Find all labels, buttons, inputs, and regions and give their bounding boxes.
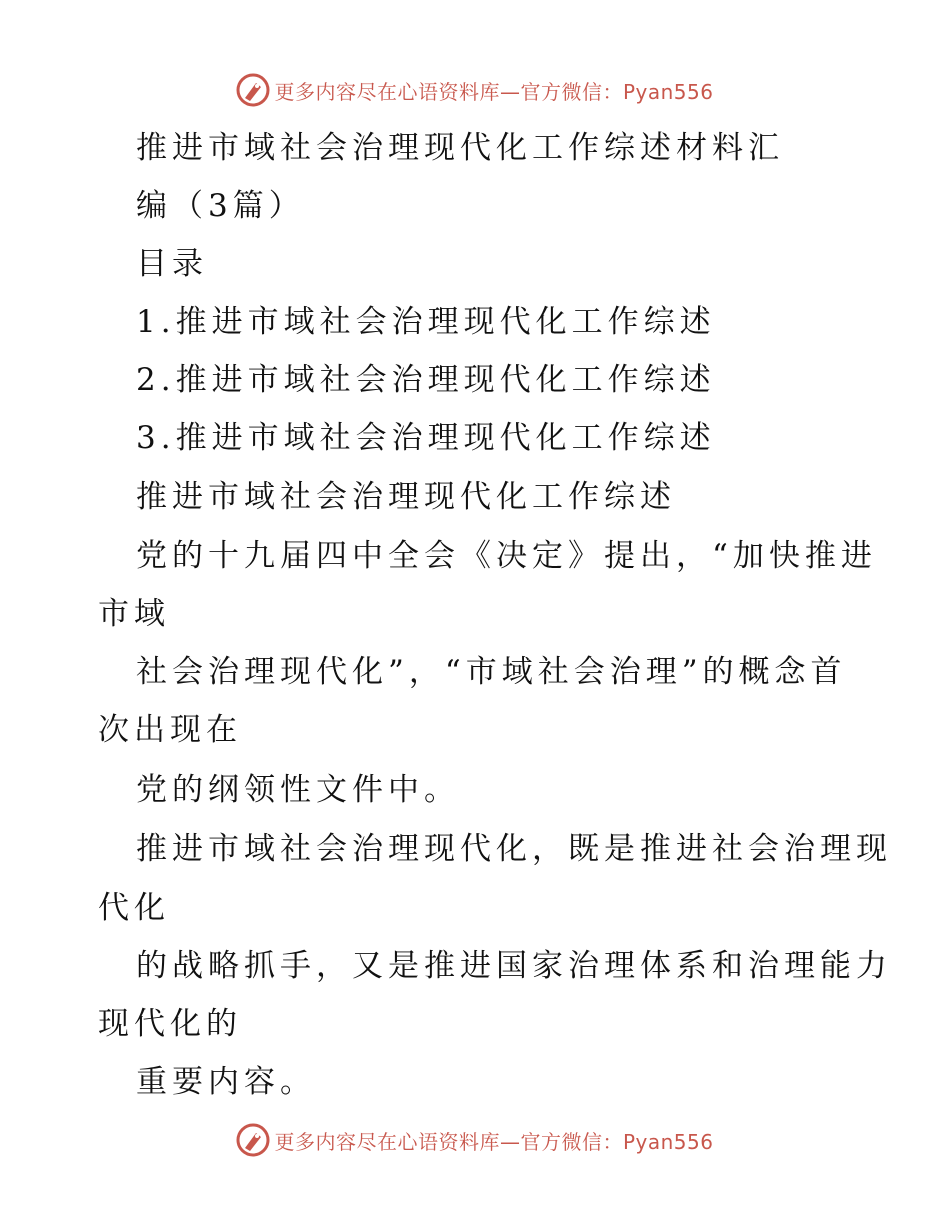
body-text-line: 推进市域社会治理现代化，既是推进社会治理现 bbox=[136, 831, 892, 867]
footer-banner-content bbox=[236, 1123, 713, 1157]
toc-item: 1.推进市域社会治理现代化工作综述 bbox=[136, 304, 716, 340]
footer-banner-text: 更多内容尽在心语资料库—官方微信：Pyan556 bbox=[274, 1129, 714, 1154]
header-banner bbox=[0, 70, 950, 110]
body-text-line: 党的纲领性文件中。 bbox=[136, 772, 460, 808]
pen-nib-logo-icon bbox=[236, 73, 270, 107]
body-text-line: 党的十九届四中全会《决定》提出，“加快推进 bbox=[136, 538, 877, 574]
body-text-line: 市域 bbox=[98, 596, 170, 632]
toc-heading: 目录 bbox=[136, 246, 208, 282]
toc-item: 3.推进市域社会治理现代化工作综述 bbox=[136, 420, 716, 456]
section-heading: 推进市域社会治理现代化工作综述 bbox=[136, 479, 676, 515]
header-banner-text: 更多内容尽在心语资料库—官方微信：Pyan556 bbox=[274, 79, 714, 104]
body-text-line: 重要内容。 bbox=[136, 1064, 316, 1100]
body-text-line: 代化 bbox=[98, 890, 170, 926]
document-title-line-2: 编（3篇） bbox=[136, 188, 305, 224]
body-text-line: 现代化的 bbox=[98, 1006, 242, 1042]
pen-nib-logo-icon bbox=[236, 1123, 270, 1157]
header-banner-content bbox=[236, 73, 713, 107]
body-text-line: 社会治理现代化”，“市域社会治理”的概念首 bbox=[136, 654, 847, 690]
footer-banner bbox=[0, 1120, 950, 1160]
body-text-line: 次出现在 bbox=[98, 712, 242, 748]
toc-item: 2.推进市域社会治理现代化工作综述 bbox=[136, 362, 716, 398]
document-title-line-1: 推进市域社会治理现代化工作综述材料汇 bbox=[136, 130, 784, 166]
body-text-line: 的战略抓手，又是推进国家治理体系和治理能力 bbox=[136, 948, 892, 984]
